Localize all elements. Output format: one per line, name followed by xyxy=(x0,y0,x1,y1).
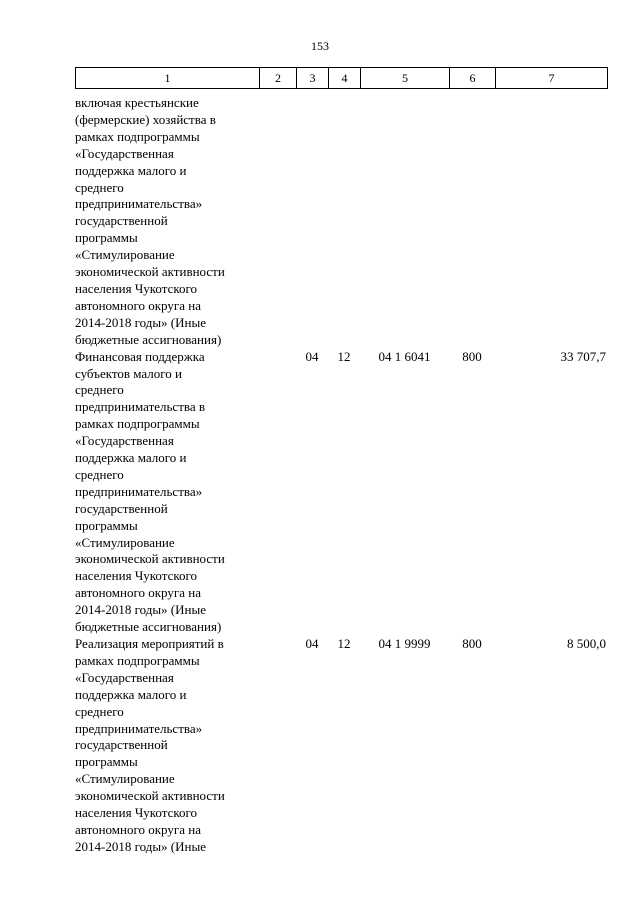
column-header-3: 3 xyxy=(297,68,329,89)
cell-subsection: 12 xyxy=(337,348,351,364)
table-header xyxy=(75,67,608,89)
table-row xyxy=(75,95,607,349)
cell-col2 xyxy=(259,636,296,856)
column-header-1: 1 xyxy=(76,68,260,89)
row-description: Финансовая поддержка субъектов малого и среднего предпринимательства в рамках подпрограммы «Государственная поддержка малого и среднего предпринимательства» государственной программы «Стимулирование экономической активности населения Чукотского автономного округа на 2014-2018 годы» (Иные бюджетные ассигнования) xyxy=(75,348,225,635)
budget-table xyxy=(75,95,607,856)
column-header-6: 6 xyxy=(450,68,496,89)
page-number: 153 xyxy=(311,39,329,53)
table-row xyxy=(75,636,607,856)
cell-target-code xyxy=(360,95,449,349)
cell-section: 04 xyxy=(305,636,319,651)
cell-subsection xyxy=(328,95,360,349)
column-header-2: 2 xyxy=(260,68,297,89)
cell-expense-type: 800 xyxy=(462,348,482,364)
cell-expense-type xyxy=(449,95,495,349)
cell-section xyxy=(296,95,328,349)
header-row xyxy=(76,68,608,89)
row-description: включая крестьянские (фермерские) хозяйства в рамках подпрограммы «Государственная поддержка малого и среднего предпринимательства» государственной программы «Стимулирование экономической активности населения Чукотского автономного округа на 2014-2018 годы» (Иные бюджетные ассигнования) xyxy=(75,95,225,347)
cell-amount xyxy=(495,95,607,349)
cell-section: 04 xyxy=(305,348,319,364)
column-header-5: 5 xyxy=(361,68,450,89)
row-description: Реализация мероприятий в рамках подпрограммы «Государственная поддержка малого и среднего предпринимательства» государственной программы «Стимулирование экономической активности населения Чукотского автономного округа на 2014-2018 годы» (Иные xyxy=(75,636,225,854)
cell-col2 xyxy=(259,349,296,636)
table-row xyxy=(75,349,607,636)
column-header-7: 7 xyxy=(496,68,608,89)
cell-subsection: 12 xyxy=(337,636,351,651)
cell-amount: 33 707,7 xyxy=(560,348,606,364)
cell-expense-type: 800 xyxy=(462,636,482,651)
column-header-4: 4 xyxy=(329,68,361,89)
cell-col2 xyxy=(259,95,296,349)
cell-target-code: 04 1 6041 xyxy=(378,348,431,364)
cell-target-code: 04 1 9999 xyxy=(378,636,431,651)
cell-amount: 8 500,0 xyxy=(567,636,606,651)
